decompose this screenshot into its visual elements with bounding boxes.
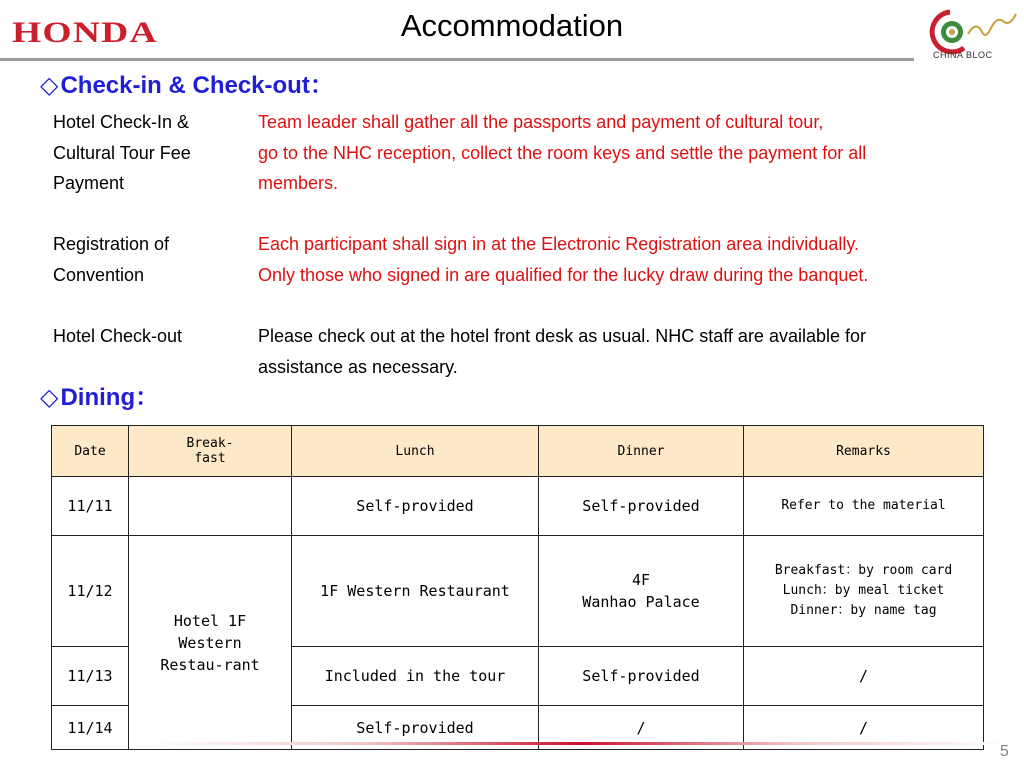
label-line: Payment (53, 173, 125, 193)
cell-line: Wanhao Palace (582, 593, 700, 611)
registration-label (53, 229, 169, 290)
cell-date: 11/14 (52, 706, 129, 750)
diamond-bullet-icon: ◇ (40, 72, 59, 99)
table-row (52, 477, 984, 536)
cell-line: Western (178, 633, 242, 652)
cell-lunch: Self-provided (292, 477, 539, 536)
cell-lunch: 1F Western Restaurant (292, 536, 539, 647)
col-header-dinner: Dinner (539, 426, 744, 477)
cell-remarks (744, 536, 984, 647)
label-line: Cultural Tour Fee (53, 142, 191, 163)
cell-dinner: Self-provided (539, 647, 744, 706)
label-line: Convention (53, 264, 145, 285)
checkout-label (53, 321, 182, 352)
page-title: Accommodation (400, 8, 624, 43)
header-line: fast (194, 451, 226, 466)
cell-breakfast-merged (129, 536, 292, 750)
header-line: Break- (186, 436, 234, 451)
label-line: Hotel Check-out (53, 326, 183, 346)
desc-line: Only those who signed in are qualified for the lucky draw during the banquet. (258, 264, 869, 285)
checkout-desc (258, 321, 998, 382)
cell-dinner: / (539, 706, 744, 750)
cell-line: Hotel 1F (173, 611, 247, 630)
header-divider (0, 58, 914, 61)
cell-line: 4F (631, 571, 651, 589)
col-header-remarks: Remarks (744, 426, 984, 477)
checkin-heading (40, 65, 334, 100)
dining-heading (40, 377, 159, 412)
dining-heading-text: Dining： (60, 384, 160, 411)
cell-remarks: Refer to the material (744, 477, 984, 536)
desc-line: members. (258, 173, 339, 193)
registration-desc (258, 229, 998, 290)
cell-line: Dinner：by name tag (790, 603, 937, 618)
cell-date: 11/11 (52, 477, 129, 536)
brand-caption: CHINA BLOC (933, 50, 993, 60)
checkin-label-1 (53, 107, 191, 199)
desc-line: Please check out at the hotel front desk as usual. NHC staff are available for (258, 326, 867, 346)
cell-remarks: / (744, 706, 984, 750)
dining-table (51, 425, 984, 750)
honda-logo: HONDA (12, 16, 158, 49)
desc-line: go to the NHC reception, collect the room keys and settle the payment for all (258, 142, 867, 163)
cell-dinner: Self-provided (539, 477, 744, 536)
cell-lunch: Self-provided (292, 706, 539, 750)
cell-lunch: Included in the tour (292, 647, 539, 706)
cell-breakfast (129, 477, 292, 536)
cell-date: 11/13 (52, 647, 129, 706)
table-row (52, 536, 984, 647)
cell-line: Lunch：by meal ticket (782, 583, 945, 598)
cell-remarks: / (744, 647, 984, 706)
page-number: 5 (1000, 743, 1009, 760)
col-header-lunch: Lunch (292, 426, 539, 477)
cell-dinner (539, 536, 744, 647)
col-header-date: Date (52, 426, 129, 477)
cell-date: 11/12 (52, 536, 129, 647)
footer-divider (150, 742, 1010, 745)
checkin-desc-1 (258, 107, 998, 199)
label-line: Hotel Check-In & (53, 112, 190, 132)
cell-line: Breakfast：by room card (774, 563, 953, 578)
label-line: Registration of (53, 234, 170, 254)
desc-line: Each participant shall sign in at the Electronic Registration area individually. (258, 234, 859, 254)
table-header-row (52, 426, 984, 477)
cell-line: Restau-rant (160, 655, 260, 674)
col-header-breakfast (129, 426, 292, 477)
diamond-bullet-icon: ◇ (40, 384, 59, 411)
desc-line: assistance as necessary. (258, 356, 458, 377)
checkin-heading-text: Check-in & Check-out： (60, 72, 334, 99)
desc-line: Team leader shall gather all the passports and payment of cultural tour, (258, 112, 824, 132)
